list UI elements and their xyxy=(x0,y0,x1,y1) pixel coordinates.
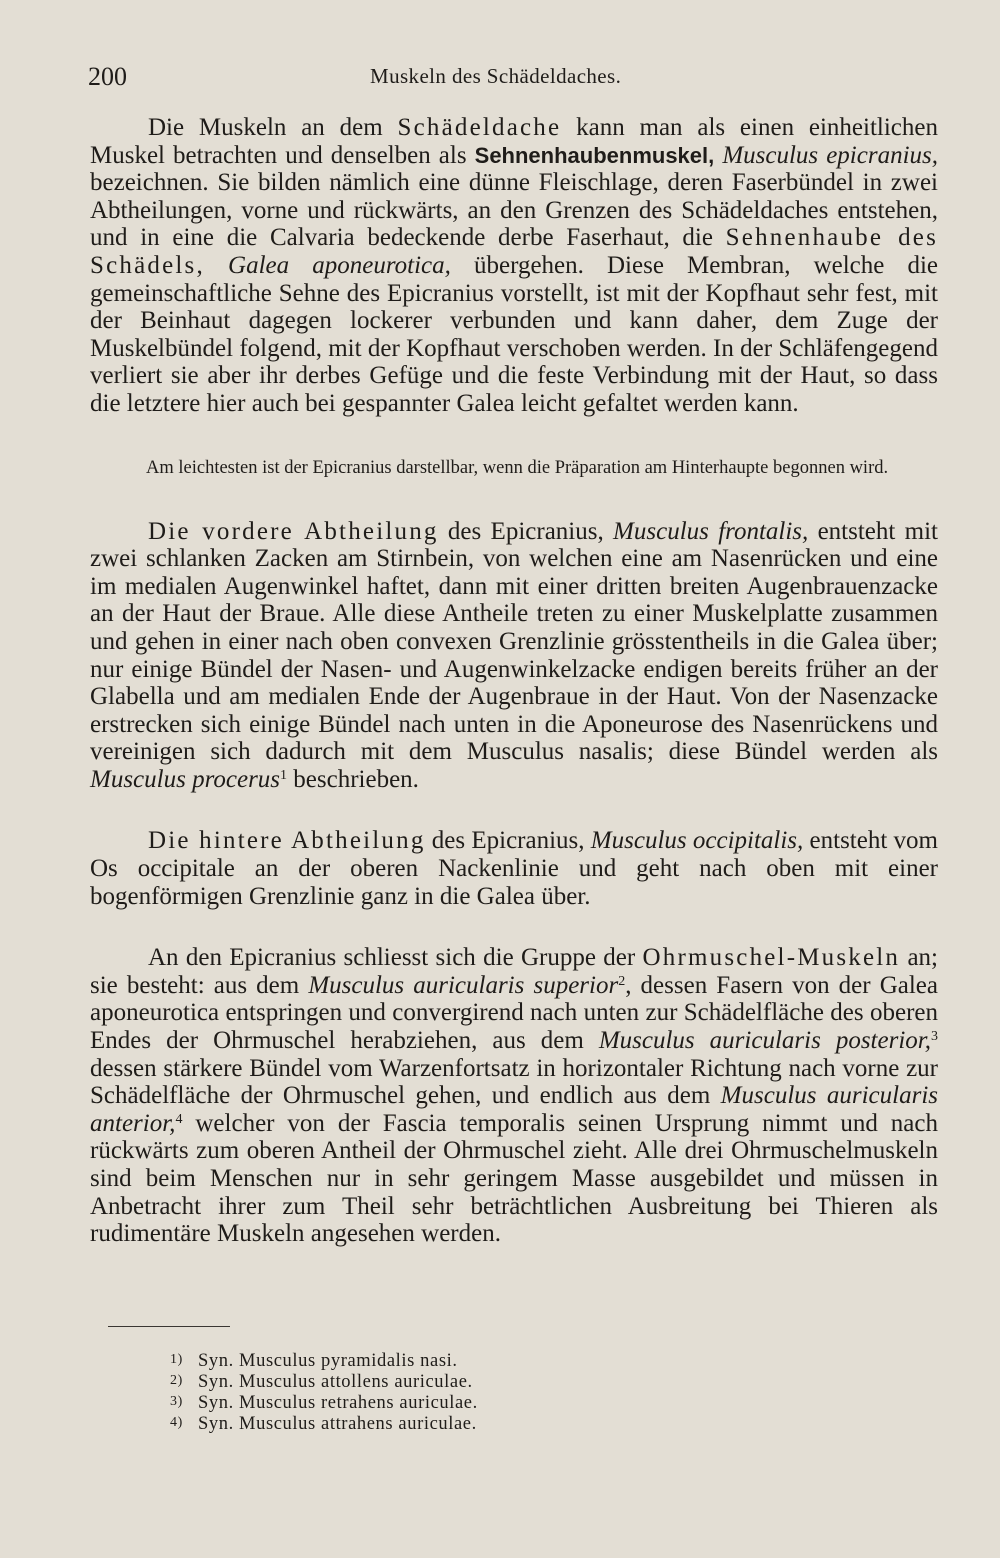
spaced-term: Schädeldache xyxy=(397,114,562,141)
footnote-divider xyxy=(108,1326,230,1327)
footnote-number: 1) xyxy=(170,1352,183,1367)
text-run: entsteht mit zwei schlanken Zacken am Stirnbein, von welchen eine am Nasenrücken und eine im medialen Augenwinkel haftet, dann mit einer dritten breiten Augenbrauenzacke an der Haut der Braue. Alle diese Antheile treten zu einer Muskelplatte zusammen und gehen in einer nach oben convexen Grenzlinie grösstentheils in die Galea über; nur einige Bündel der Nasen- und Augenwinkelzacke endigen bereits früher an der Glabella und am medialen Ende der Augenbraue in der Haut. Von der Nasenzacke erstrecken sich einige Bündel nach unten in die Aponeurose des Nasenrückens und vereinigen sich dadurch mit dem Musculus nasalis; diese Bündel werden als xyxy=(90,517,939,766)
paragraph-occipitalis xyxy=(90,827,938,910)
text-run: übergehen. Diese Membran, welche die gemeinschaftliche Sehne des Epicranius vorstellt, ist mit der Kopfhaut sehr fest, mit der Beinhaut dagegen lockerer verbunden und kann daher, dem Zuge der Muskelbündel folgend, mit der Kopfhaut verschoben werden. In der Schläfengegend verliert sie aber ihr derbes Gefüge und die feste Verbindung mit der Haut, so dass die letztere hier auch bei gespannter Galea leicht gefaltet werden kann. xyxy=(90,251,939,417)
footnote-number: 2) xyxy=(170,1373,183,1388)
latin-term: Musculus auricularis superior xyxy=(308,971,619,999)
spaced-term: Sehnenhaube des Schädels, xyxy=(90,224,938,279)
paragraph-frontalis xyxy=(90,518,938,794)
footnote-ref: 2 xyxy=(618,973,626,989)
text-run: kann man als einen einheitlichen Muskel betrachten und denselben als xyxy=(90,114,938,169)
text-run: An den Epicranius schliesst sich die Gruppe der xyxy=(148,944,643,972)
footnote xyxy=(170,1413,770,1434)
text-run: , dessen Fasern von der Galea aponeurotica entspringen und convergirend nach unten zur Schädelfläche des oberen Endes der Ohrmuschel herabziehen, aus dem xyxy=(90,971,938,1055)
footnotes xyxy=(170,1350,770,1434)
footnote-number: 4) xyxy=(170,1415,183,1430)
page-number: 200 xyxy=(88,62,127,91)
latin-term: Galea aponeurotica, xyxy=(228,251,451,279)
footnote xyxy=(170,1350,770,1371)
text-run: des Epicranius, xyxy=(438,517,614,545)
latin-term: Musculus auricularis anterior, xyxy=(90,1082,938,1137)
latin-term: Musculus auricularis posterior, xyxy=(598,1027,931,1055)
latin-term: Musculus frontalis, xyxy=(613,517,809,545)
text-run: welcher von der Fascia temporalis seinen Ursprung nimmt und nach rückwärts zum oberen Antheil der Ohrmuschel zieht. Alle drei Ohrmuschelmuskeln sind beim Menschen nur in sehr geringem Masse ausgebildet und müssen in Anbetracht ihrer zum Theil sehr beträchtlichen Ausbreitung bei Thieren als rudimentäre Muskeln angesehen werden. xyxy=(90,1109,938,1248)
footnote-text: Syn. Musculus attollens auriculae. xyxy=(198,1372,473,1392)
bold-term: Sehnenhaubenmuskel, xyxy=(474,142,715,168)
footnote-ref: 1 xyxy=(280,767,288,783)
small-print-note: Am leichtesten ist der Epicranius darstellbar, wenn die Präparation am Hinterhaupte begonnen wird. xyxy=(146,457,889,478)
footnote xyxy=(170,1392,770,1413)
footnote-ref: 3 xyxy=(931,1029,938,1045)
footnote-number: 3) xyxy=(170,1394,183,1409)
paragraph-ohrmuschel xyxy=(90,944,938,1248)
latin-term: Musculus occipitalis, xyxy=(590,827,804,855)
text-run: an; sie besteht: aus dem xyxy=(90,944,938,999)
text-run xyxy=(205,252,228,279)
text-run: des Epicranius, xyxy=(425,827,591,855)
footnote-text: Syn. Musculus pyramidalis nasi. xyxy=(198,1351,458,1371)
running-head: Muskeln des Schädeldaches. xyxy=(370,64,622,88)
text-run: bezeichnen. Sie bilden nämlich eine dünne Fleischlage, deren Faserbündel in zwei Abtheilungen, vorne und rückwärts, an den Grenzen des Schädeldaches entstehen, und in eine die Calvaria bedeckende derbe Faserhaut, die xyxy=(90,169,938,252)
spaced-term: Die hintere Abtheilung xyxy=(148,827,426,855)
footnote-text: Syn. Musculus retrahens auriculae. xyxy=(198,1393,478,1413)
footnote-text: Syn. Musculus attrahens auriculae. xyxy=(198,1414,477,1434)
text-run: beschrieben. xyxy=(287,765,419,793)
footnote xyxy=(170,1371,770,1392)
body-text xyxy=(90,114,938,1248)
spaced-term: Die vordere Abtheilung xyxy=(148,517,439,545)
text-run: entsteht vom Os occipitale an der oberen Nackenlinie und geht nach oben mit einer bogenförmigen Grenzlinie ganz in die Galea über. xyxy=(90,827,938,910)
spaced-term: Ohrmuschel-Muskeln xyxy=(642,944,901,972)
paragraph-epicranius xyxy=(90,114,938,418)
text-run: Die Muskeln an dem xyxy=(148,114,398,141)
page-header xyxy=(88,62,948,102)
latin-term: Musculus procerus xyxy=(90,765,281,793)
footnote-ref: 4 xyxy=(175,1111,183,1127)
text-run: dessen stärkere Bündel vom Warzenfortsatz in horizontaler Richtung nach vorne zur Schädelfläche der Ohrmuschel gehen, und endlich aus dem xyxy=(90,1054,938,1110)
latin-term: Musculus epicranius, xyxy=(722,141,939,169)
